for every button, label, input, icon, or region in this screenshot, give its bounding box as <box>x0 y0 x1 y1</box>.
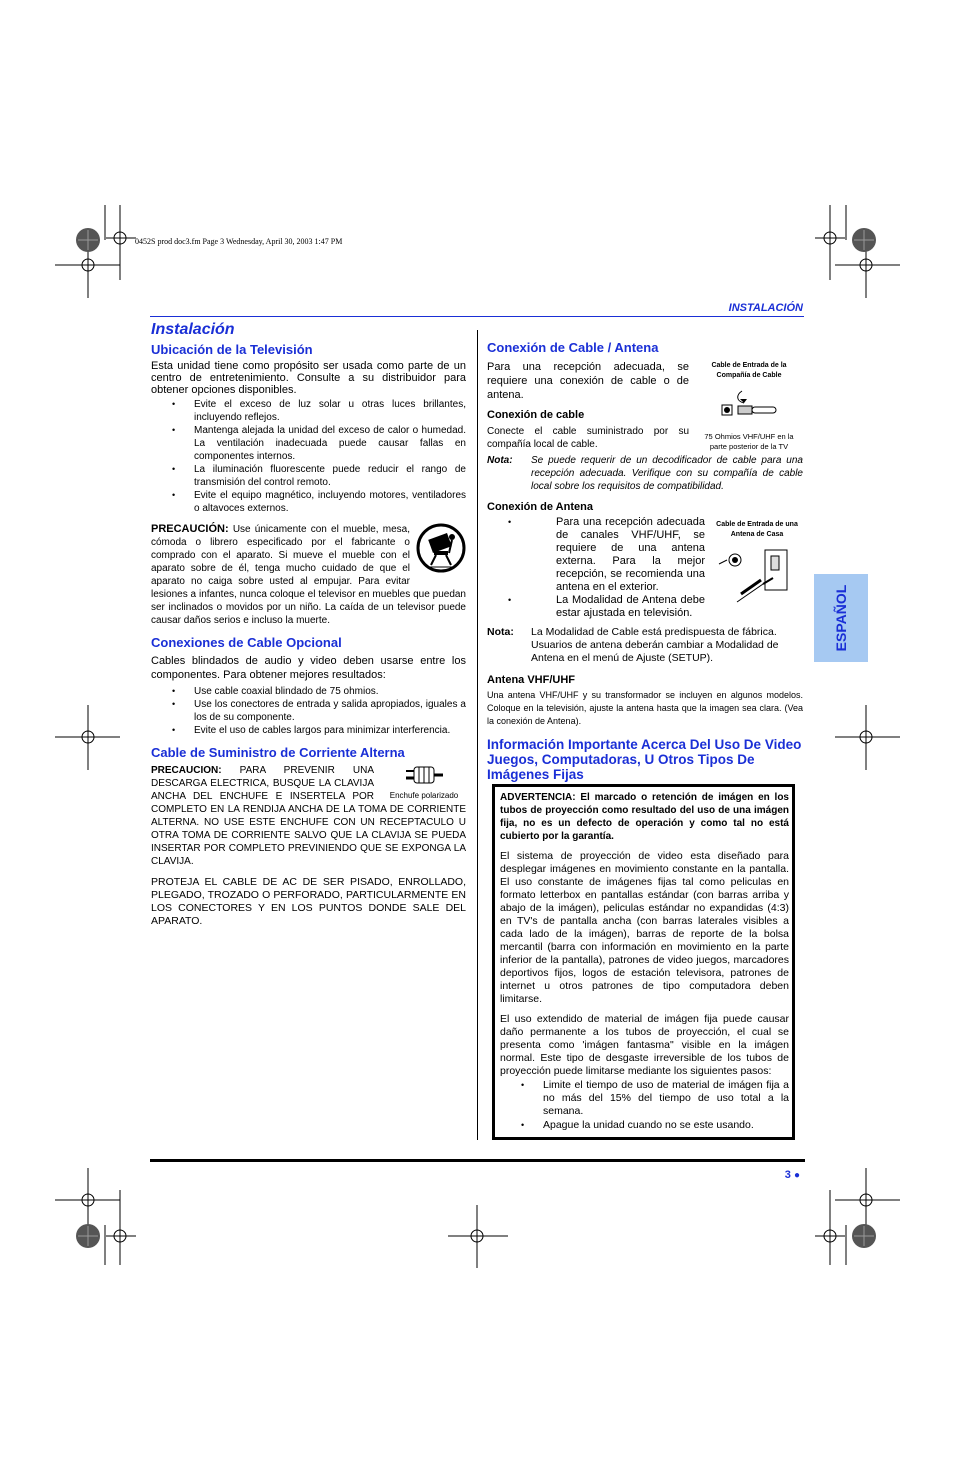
polarized-plug-icon <box>404 764 444 786</box>
nota-1 <box>487 454 803 493</box>
warning-bold: ADVERTENCIA: El marcado o retención de imágen en los tubos de proyección como resultado del uso de una imágen fija, no es un defecto de operación y como tal no está cubierto por la garantía. <box>500 792 789 842</box>
ubicacion-intro: Esta unidad tiene como propósito ser usada como parte de un centro de entretenimiento. Consulte a su distribuidor para obtener opciones disponibles. <box>151 360 466 396</box>
bullet-dot-icon: ● <box>793 1170 800 1181</box>
info-heading: Información Importante Acerca Del Uso De Video Juegos, Computadoras, U Otros Tipos De Imágenes Fijas <box>487 737 802 782</box>
conexiones-heading: Conexiones de Cable Opcional <box>151 635 342 650</box>
ac-caution-text: PARA PREVENIR UNA DESCARGA ELECTRICA, BUSQUE LA CLAVIJA ANCHA DEL ENCHUFE E INSERTELA POR COMPLETO EN LA RENDIJA ANCHA DE LA TOMA DE CORRIENTE ALTERNA. NO USE ESTE ENCHUFE CON UN RECEPTACULO U OTRA TOMA DE CORRIENTE SALVO QUE LA CLAVIJA SE PUEDA INSERTAR POR COMPLETO PREVINIENDO QUE SE EXPONGA LA CLAVIJA. <box>151 765 466 867</box>
vhf-uhf-label: 75 Ohmios VHF/UHF en la parte posterior de la TV <box>704 432 794 451</box>
vhf-text: Una antena VHF/UHF y su transformador se incluyen en algunos modelos. Coloque en la televisión, ajuste la antena hasta que la imagen sea clara. (Vea la conexión de Antena). <box>487 690 803 726</box>
plug-caption: Enchufe polarizado <box>389 791 459 800</box>
warning-box <box>492 784 795 1140</box>
nota-2 <box>487 626 803 665</box>
nota-2-label: Nota: <box>487 626 514 638</box>
antenna-figure-caption: Cable de Entrada de una Antena de Casa <box>716 521 798 538</box>
right-column <box>487 340 803 782</box>
warning-list <box>500 1079 789 1132</box>
cable-text: Conecte el cable suministrado por su compañía local de cable. <box>487 426 689 450</box>
list-item: • Evite el equipo magnético, incluyendo motores, ventiladores o altavoces externos. <box>151 489 466 515</box>
list-item: • Evite el exceso de luz solar u otras luces brillantes, incluyendo reflejos. <box>151 398 466 424</box>
polarized-plug-figure <box>382 764 466 800</box>
column-divider <box>477 330 478 1140</box>
print-stamp: 0452S prod doc3.fm Page 3 Wednesday, April 30, 2003 1:47 PM <box>135 237 343 246</box>
ubicacion-list <box>151 398 466 515</box>
list-item: • Apague la unidad cuando no se este usando. <box>500 1119 789 1132</box>
running-header: INSTALACIÓN <box>728 302 803 314</box>
page-number: 3 ● <box>784 1169 800 1181</box>
caution-text: Use únicamente con el mueble, mesa, cómoda o librero especificado por el fabricante o comprado con el aparato. Si mueve el mueble con el aparato sobre de él, tenga mucho cuidado de que el aparato no caiga sobre usted al empujar. Para evitar lesiones a infantes, nunca coloque el televisor en muebles que puedan ser inclinados o movidos por un niño. La caída de un televisor puede causar daños serios e incluso la muerte. <box>151 524 466 626</box>
conexion-intro: Para una recepción adecuada, se requiere una conexión de cable o de antena. <box>487 361 689 401</box>
left-column <box>151 320 466 928</box>
cable-figure-caption: Cable de Entrada de la Compañía de Cable <box>711 362 787 379</box>
conexiones-intro: Cables blindados de audio y video deben usarse entre los componentes. Para obtener mejores resultados: <box>151 655 466 681</box>
section-tab: ESPAÑOL <box>814 574 868 662</box>
caution-block <box>151 523 466 627</box>
nota-1-text: Se puede requerir de un decodificador de cable para una recepción adecuada. Verifique con su compañía de cable local sobre los requisitos de compatibilidad. <box>531 455 803 492</box>
cable-subheading: Conexión de cable <box>487 409 585 421</box>
caution-label: PRECAUCIÓN: <box>151 523 229 535</box>
antena-subheading: Conexión de Antena <box>487 501 593 513</box>
conexiones-list <box>151 685 466 737</box>
footer-rule <box>150 1159 805 1162</box>
list-item: • La Modalidad de Antena debe estar ajustada en televisión. <box>487 594 803 620</box>
cable-figure <box>695 361 803 452</box>
protect-paragraph: PROTEJA EL CABLE DE AC DE SER PISADO, ENROLLADO, PLEGADO, TROZADO O PERFORADO, PARTICULARMENTE EN LOS CONECTORES Y EN LOS PUNTOS DONDE SALE DEL APARATO. <box>151 876 466 927</box>
list-item: • Use los conectores de entrada y salida apropiados, iguales a los de su componente. <box>151 698 466 724</box>
tip-over-warning-icon <box>416 521 466 577</box>
ac-caution-block <box>151 764 466 868</box>
vhf-subheading: Antena VHF/UHF <box>487 674 575 686</box>
warning-para-1: El sistema de proyección de video esta diseñado para desplegar imágenes en movimiento constante en la pantalla. El uso constante de imágenes fijas tal como peliculas en formato letterbox en pantallas estándar (con barras arriba y abajo de la imágen), peliculas estándar no expandidas (4:3) en TV's de pantalla ancha (con barras laterales visibles a cada lado de la imágen), barras de reporte de la bolsa mercantil (barra con información en movimiento en la parte inferior de la pantalla), patrones de video juegos, marcadores deportivos fijos, logos de estación televisora, patrones de internet u otros patrones de tipo computadora deben limitarse. <box>500 850 789 1005</box>
warning-para-2: El uso extendido de material de imágen fija puede causar daño permanente a los tubos de proyección, el cual se presenta como 'imágen fantasma" visible en la imágen normal. Este tipo de desgaste irreversible de los tubos de proyección puede limitarse mediante los siguientes pasos: <box>500 1013 789 1077</box>
warning-content <box>500 791 789 1132</box>
list-item: • Para una recepción adecuada de canales VHF/UHF, se requiere de una antena externa. Para la mejor recepción, se recomienda una antena en el exterior. <box>487 516 803 594</box>
page-title: Instalación <box>151 321 235 338</box>
coax-cable-icon <box>714 385 784 427</box>
ac-caution-label: PRECAUCION: <box>151 765 222 776</box>
list-item: • Limite el tiempo de uso de material de imágen fija a no más del 15% del tiempo de uso total a la semana. <box>500 1079 789 1118</box>
suministro-heading: Cable de Suministro de Corriente Alterna <box>151 745 405 760</box>
nota-2-text: La Modalidad de Cable está predispuesta de fábrica. Usuarios de antena deberán cambiar a Modalidad de Antena en el menú de Ajuste (SETUP). <box>531 626 779 664</box>
list-item: • Use cable coaxial blindado de 75 ohmios. <box>151 685 466 698</box>
nota-1-label: Nota: <box>487 455 513 466</box>
header-rule <box>150 316 804 317</box>
list-item: • La iluminación fluorescente puede reducir el rango de transmisión del control remoto. <box>151 463 466 489</box>
list-item: • Evite el uso de cables largos para minimizar interferencia. <box>151 724 466 737</box>
conexion-heading: Conexión de Cable / Antena <box>487 340 659 355</box>
antena-list <box>487 516 803 620</box>
list-item: • Mantenga alejada la unidad del exceso de calor o humedad. La ventilación inadecuada puede causar fallas en componentes internos. <box>151 424 466 463</box>
ubicacion-heading: Ubicación de la Televisión <box>151 342 313 357</box>
